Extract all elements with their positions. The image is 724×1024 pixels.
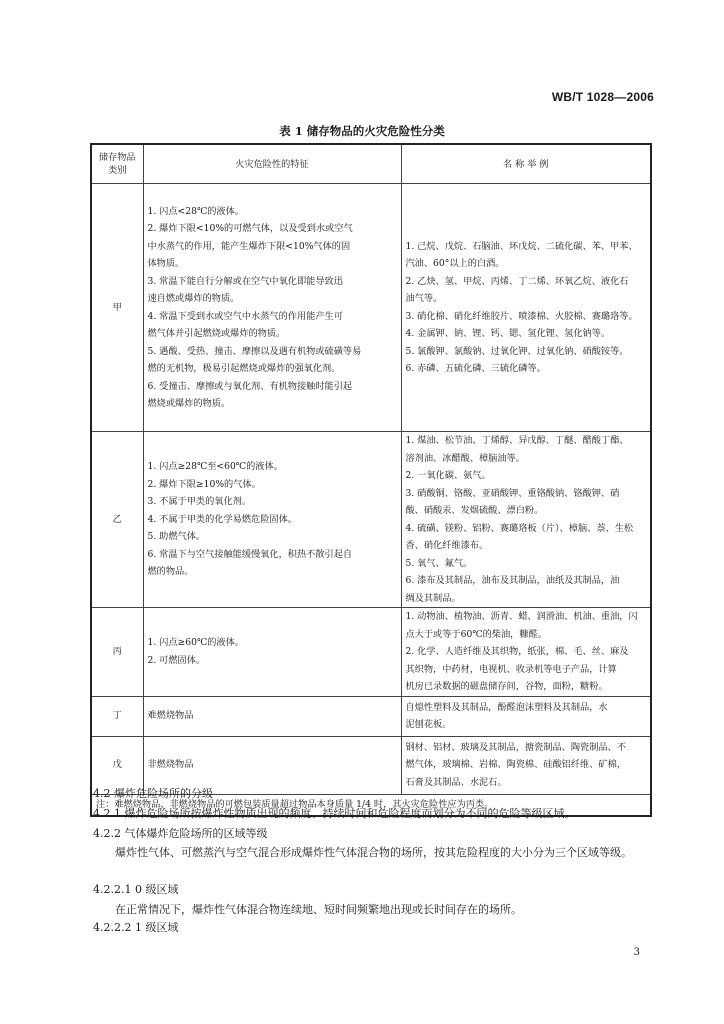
feature-line: 速自燃或爆炸的物质。	[147, 293, 240, 304]
row-category: 戊	[91, 736, 143, 794]
fire-risk-table	[90, 143, 652, 817]
feature-line: 3. 常温下能自行分解或在空气中氧化即能导致迅	[147, 275, 343, 287]
row-examples	[401, 736, 651, 794]
feature-line: 燃气体并引起燃烧或爆炸的物质。	[147, 328, 286, 339]
row-features	[143, 184, 401, 432]
feature-line: 2. 爆炸下限≥10%的气体。	[147, 478, 261, 490]
section-4-2-2-paragraph: 爆炸性气体、可燃蒸汽与空气混合形成爆炸性气体混合物的场所，按其危险程度的大小分为三个区域等级。	[115, 846, 632, 859]
section-4-2-2: 4.2.2 气体爆炸危险场所的区域等级	[93, 827, 268, 840]
example-line: 2. 化学、人造纤维及其织物，纸张，棉、毛、丝、麻及	[405, 646, 629, 657]
example-line: 绸及其制品。	[405, 592, 461, 604]
example-line: 石膏及其制品、水泥石。	[405, 776, 507, 788]
row-features	[143, 608, 401, 697]
example-line: 酸、硝酸汞、发烟硫酸、漂白粉。	[405, 505, 544, 516]
row-category: 乙	[91, 432, 143, 608]
feature-line: 2. 可燃固体。	[147, 654, 206, 666]
example-line: 点大于或等于60℃的柴油，糠醛。	[405, 628, 547, 640]
feature-line: 中水蒸气的作用，能产生爆炸下限<10%气体的固	[147, 240, 351, 252]
example-line: 3. 硝酸铜、铬酸、亚硝酸钾、重铬酸钠、铬酸钾、硝	[405, 487, 620, 499]
table-title: 表 1 储存物品的火灾危险性分类	[279, 124, 445, 138]
table-row	[91, 608, 651, 697]
example-line: 其织物，中药材，电视机、收录机等电子产品，计算	[405, 663, 617, 675]
header-examples: 名 称 举 例	[401, 144, 651, 184]
section-4-2: 4.2 爆炸危险场所的分级	[93, 787, 213, 800]
example-line: 4. 金属钾、钠、锂、钙、锶、氢化锂、氢化钠等。	[405, 328, 611, 339]
example-line: 泥刨花板。	[405, 719, 452, 730]
section-4-2-2-2: 4.2.2.2 1 级区域	[93, 921, 179, 934]
row-examples	[401, 184, 651, 432]
feature-line: 4. 常温下受到水或空气中水蒸气的作用能产生可	[147, 310, 343, 322]
example-line: 1. 煤油、松节油、丁烯醇、异戊醇、丁醚、醋酸丁酯、	[405, 435, 629, 446]
feature-line: 4. 不属于甲类的化学易燃危险固体。	[147, 513, 297, 525]
example-line: 2. 一氧化碳、氨气。	[405, 470, 491, 481]
example-line: 3. 硝化棉、硝化纤维胶片、喷漆棉、火胶棉、赛璐珞等。	[405, 310, 638, 322]
example-line: 4. 硫磺、镁粉、铝粉、赛璐珞板（片）、樟脑、萘、生松	[405, 522, 634, 534]
table-row	[91, 432, 651, 608]
example-line: 钢材、铝材、玻璃及其制品，搪瓷制品、陶瓷制品、不	[405, 741, 626, 753]
feature-line: 3. 不属于甲类的氧化剂。	[147, 496, 252, 508]
standard-code: WB/T 1028—2006	[551, 90, 654, 104]
feature-line: 1. 闪点≥60℃的液体。	[147, 637, 244, 649]
feature-line: 6. 受撞击、摩擦或与氧化剂、有机物接触时能引起	[147, 380, 353, 392]
feature-line: 燃的无机物，极易引起燃烧或爆炸的强氧化剂。	[147, 363, 341, 374]
example-line: 6. 漆布及其制品，油布及其制品，油纸及其制品，油	[405, 575, 620, 586]
feature-line: 非燃烧物品	[147, 759, 194, 771]
header-category: 储存物品类别	[91, 144, 143, 184]
feature-line: 5. 助燃气体。	[147, 531, 206, 543]
table-header-row	[91, 144, 651, 184]
feature-line: 1. 闪点≥28℃至<60℃的液体。	[147, 461, 283, 473]
feature-line: 1. 闪点<28℃的液体。	[147, 205, 244, 217]
example-line: 1. 己烷、戊烷、石脑油、环戊烷、二硫化碳、苯、甲苯、	[405, 240, 638, 252]
feature-line: 5. 遇酸、受热、撞击、摩擦以及遇有机物或硫磺等易	[147, 345, 362, 357]
row-category: 甲	[91, 184, 143, 432]
table-row	[91, 184, 651, 432]
example-line: 6. 赤磷、五硫化磷、三硫化磷等。	[405, 363, 546, 374]
table-row	[91, 736, 651, 794]
row-features	[143, 696, 401, 736]
feature-line: 体物质。	[147, 258, 185, 269]
example-line: 自熄性塑料及其制品，酚醛泡沫塑料及其制品，水	[405, 701, 608, 713]
feature-line: 2. 爆炸下限<10%的可燃气体，以及受到水或空气	[147, 223, 353, 234]
feature-line: 难燃烧物品	[147, 710, 194, 722]
row-category: 丙	[91, 608, 143, 697]
example-line: 机房已录数据的磁盘储存间，谷物，面粉，糖粉。	[405, 681, 608, 692]
example-line: 汽油、60°以上的白酒。	[405, 258, 505, 269]
row-features	[143, 736, 401, 794]
row-category: 丁	[91, 696, 143, 736]
page-number: 3	[633, 947, 640, 958]
row-examples	[401, 432, 651, 608]
section-4-2-2-1-paragraph: 在正常情况下，爆炸性气体混合物连续地、短时间频繁地出现或长时间存在的场所。	[115, 903, 522, 916]
example-line: 油气等。	[405, 293, 443, 304]
header-features: 火灾危险性的特征	[143, 144, 401, 184]
example-line: 2. 乙炔、氢、甲烷、丙烯、丁二烯、环氧乙烷、液化石	[405, 275, 629, 287]
example-line: 燃气体，玻璃棉、岩棉、陶瓷棉、硅酸铝纤维、矿棉，	[405, 759, 626, 771]
table-note: 注：难燃烧物品、非燃烧物品的可燃包装质量超过物品本身质量 1/4 时，其火灾危险性应为丙类。	[91, 794, 651, 816]
example-line: 5. 氯酸钾、氯酸钠、过氧化钾、过氧化钠、硝酸铵等。	[405, 345, 629, 357]
row-features	[143, 432, 401, 608]
example-line: 溶剂油、冰醋酸、樟脑油等。	[405, 452, 525, 464]
row-examples	[401, 696, 651, 736]
feature-line: 燃烧或爆炸的物质。	[147, 398, 231, 409]
row-examples	[401, 608, 651, 697]
feature-line: 6. 常温下与空气接触能缓慢氧化，积热不散引起自	[147, 548, 353, 560]
example-line: 香、硝化纤维漆布。	[405, 540, 489, 551]
example-line: 1. 动物油、植物油、沥青、蜡、润滑油、机油、重油，闪	[405, 611, 638, 622]
feature-line: 燃的物品。	[147, 566, 194, 578]
table-row	[91, 696, 651, 736]
section-4-2-2-1: 4.2.2.1 0 级区域	[93, 883, 179, 896]
example-line: 5. 氧气、氟气。	[405, 557, 473, 569]
section-4-2-1: 4.2.1 爆炸危险场所按爆炸性物质出现的频度、持续时间和危险程度而划分为不同的危险等级区域。	[93, 807, 576, 820]
